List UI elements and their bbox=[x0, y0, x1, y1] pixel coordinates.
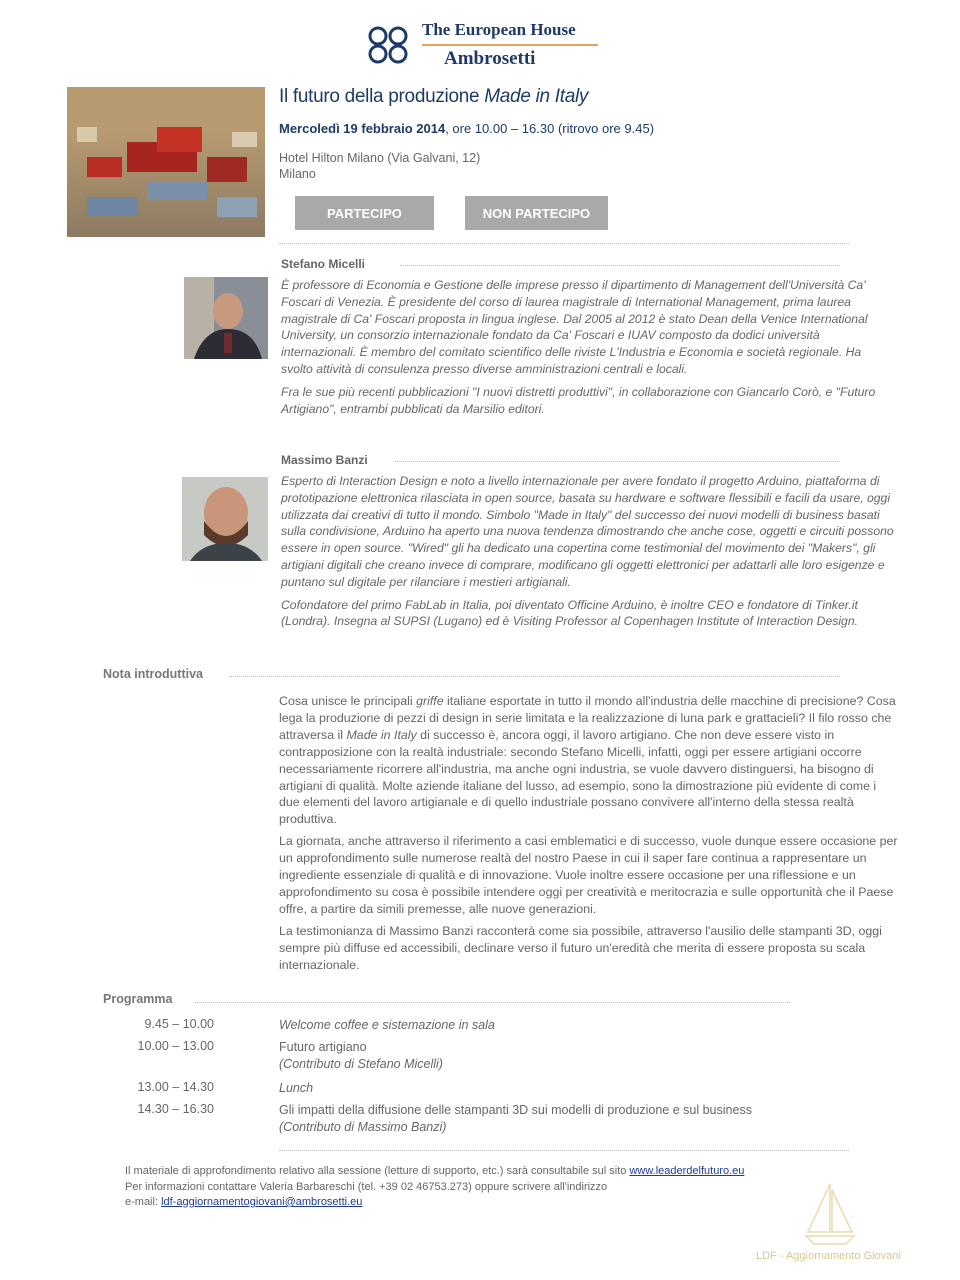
divider bbox=[400, 265, 840, 266]
speaker-photo-banzi bbox=[182, 477, 268, 561]
program-time: 10.00 – 13.00 bbox=[137, 1039, 214, 1053]
event-datetime: Mercoledì 19 febbraio 2014, ore 10.00 – 16.30 (ritrovo ore 9.45) bbox=[279, 121, 655, 136]
program-label: Programma bbox=[103, 992, 173, 1006]
program-activity: Welcome coffee e sistemazione in sala bbox=[279, 1018, 495, 1032]
not-participate-button[interactable]: NON PARTECIPO bbox=[465, 196, 608, 230]
email-link[interactable]: ldf-aggiornamentogiovani@ambrosetti.eu bbox=[161, 1196, 363, 1208]
program-activity: Gli impatti della diffusione delle stampanti 3D sui modelli di produzione e sul business (Contributo di Massimo Banzi) bbox=[279, 1103, 752, 1134]
event-title: Il futuro della produzione Made in Italy bbox=[279, 86, 589, 107]
participate-button[interactable]: PARTECIPO bbox=[295, 196, 434, 230]
divider bbox=[279, 243, 849, 244]
divider bbox=[395, 461, 840, 462]
ambrosetti-logo-icon bbox=[366, 24, 414, 66]
program-time: 14.30 – 16.30 bbox=[137, 1102, 214, 1116]
brand-rule bbox=[422, 44, 598, 46]
divider bbox=[230, 676, 840, 677]
footer-info: Il materiale di approfondimento relativo alla sessione (letture di supporto, etc.) sarà consultabile sul sito www.leaderdelfuturo.eu Per informazioni contattare Valeria Barbareschi (tel. +39 02 46753.273) oppure scrivere all'indirizzo e-mail: ldf-aggiornamentogiovani@ambrosetti.eu bbox=[125, 1165, 745, 1208]
intro-text: Cosa unisce le principali griffe italiane esportate in tutto il mondo all'industria delle macchine di precisione? Cosa lega la produzione di pezzi di design in serie limitata e la realizzazione di luna park e grattacieli? Il filo rosso che attraversa il Made in Italy di successo è, ancora oggi, il lavoro artigiano. Che non deve essere visto in contrapposizione con la realtà industriale: secondo Stefano Micelli, infatti, oggi per essere artigiani occorre necessariamente ricorrere all'industria, ma anche ogni industria, se vuole davvero distinguersi, ha bisogno di artigiani di qualità. Molte aziende italiane del lusso, ad esempio, sono la dimostrazione più evidente di come i due elementi del lavoro artigianale e di quello industriale possano convivere all'interno della stessa realtà produttiva. La giornata, anche attraverso il riferimento a casi emblematici e di successo, vuole dunque essere occasione per un approfondimento sulle numerose realtà del nostro Paese in cui il saper fare continua a rappresentare un ingrediente essenziale di qualità e di innovazione. Vuole inoltre essere occasione per una riflessione e un approfondimento su cosa è possibile intendere oggi per creatività e meritocrazia e sulle opportunità che il Paese offre, a partire da simili premesse, alle nuove generazioni. La testimonianza di Massimo Banzi racconterà come sia possibile, attraverso l'ausilio delle stampanti 3D, oggi sempre più diffuse ed accessibili, declinare verso il futuro un'eredità che merita di essere proposta su scala internazionale. bbox=[279, 694, 898, 972]
program-time: 13.00 – 14.30 bbox=[137, 1080, 214, 1094]
speaker-bio-banzi: Esperto di Interaction Design e noto a livello internazionale per avere fondato il progetto Arduino, piattaforma di prototipazione elettronica rilasciata in open source, basata su hardware e software flessibili e facili da usare, oggi utilizzata dai creativi di tutto il mondo. Simbolo "Made in Italy" del successo dei nuovi modelli di business basati sulla condivisione, Arduino ha aperto una nuova tendenza dimostrando che anche cose, oggetti e circuiti possono essere in open source. "Wired" gli ha dedicato una copertina come testimonial del movimento dei "Makers", gli artigiani digitali che creano invece di comprare, modificano gli oggetti elettronici per adattarli alle loro esigenze e puntano sul digitale per rilanciare i mestieri artigianali. Cofondatore del primo FabLab in Italia, poi diventato Officine Arduino, è inoltre CEO e fondatore di Tinker.it (Londra). Insegna al SUPSI (Lugano) ed è Visiting Professor al Copenhagen Institute of Interaction Design. bbox=[281, 474, 894, 629]
brand-logo bbox=[366, 18, 606, 72]
speaker-bio-micelli: È professore di Economia e Gestione delle imprese presso il dipartimento di Management dell'Università Ca' Foscari di Venezia. È presidente del corso di laurea magistrale di International Management, prima laurea magistrale di Ca' Foscari proposta in lingua inglese. Dal 2005 al 2012 è stato Dean della Venice International University, un consorzio internazionale fondato da Ca' Foscari e IUAV composto da dodici università internazionali. È membro del comitato scientifico delle riviste L'Industria e Economia e società regionale. Ha svolto attività di consulenza presso diverse amministrazioni centrali e locali. Fra le sue più recenti pubblicazioni "I nuovi distretti produttivi", in collaborazione con Giancarlo Corò, e "Futuro Artigiano", entrambi pubblicati da Marsilio editori. bbox=[281, 278, 876, 416]
speaker-photo-micelli bbox=[184, 277, 268, 359]
divider bbox=[195, 1002, 790, 1003]
event-venue: Hotel Hilton Milano (Via Galvani, 12) Milano bbox=[279, 151, 481, 181]
speaker-name: Stefano Micelli bbox=[281, 257, 366, 271]
event-photo bbox=[67, 87, 265, 237]
program-activity: Lunch bbox=[279, 1081, 314, 1095]
program-time: 9.45 – 10.00 bbox=[144, 1017, 214, 1031]
program-activity: Futuro artigiano (Contributo di Stefano Micelli) bbox=[279, 1040, 443, 1071]
divider bbox=[279, 1150, 849, 1151]
brand-line2: Ambrosetti bbox=[444, 48, 536, 69]
ldf-label: LDF - Aggiornamento Giovani bbox=[756, 1250, 901, 1262]
speaker-name: Massimo Banzi bbox=[281, 453, 368, 467]
site-link[interactable]: www.leaderdelfuturo.eu bbox=[629, 1165, 745, 1177]
intro-label: Nota introduttiva bbox=[103, 667, 203, 681]
sailboat-icon bbox=[800, 1180, 860, 1250]
brand-line1: The European House bbox=[422, 20, 576, 39]
